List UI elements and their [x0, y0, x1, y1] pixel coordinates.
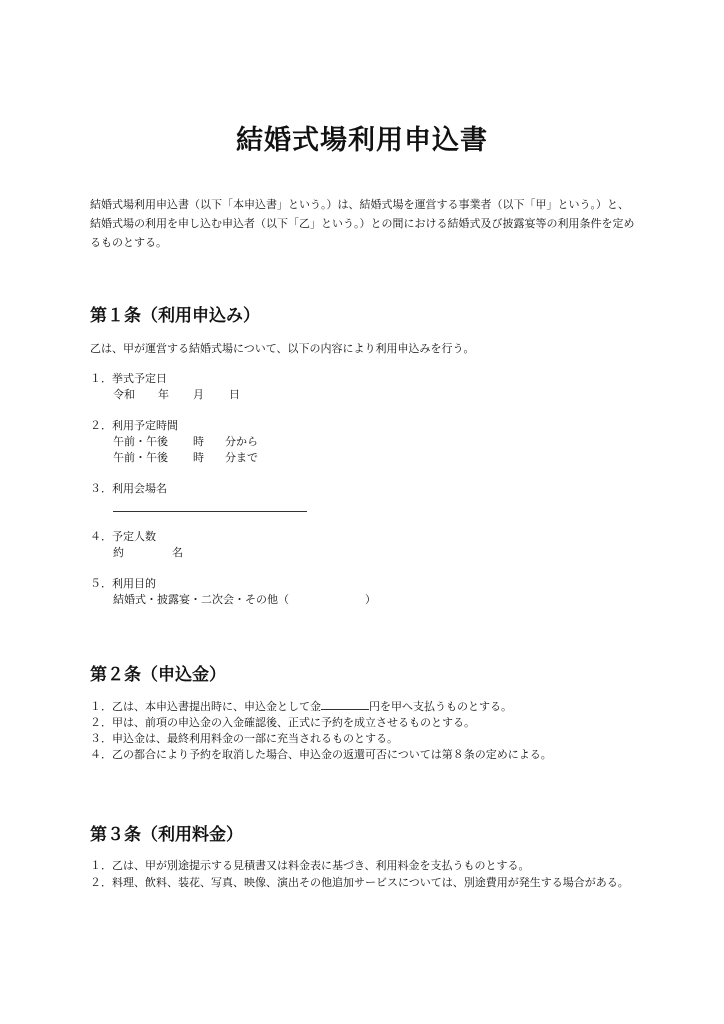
venue-name-blank [113, 511, 307, 512]
end-ampm: 午前・午後 [113, 451, 168, 464]
era-label: 令和 [113, 388, 135, 401]
article3-line2: ２．料理、飲料、装花、写真、映像、演出その他追加サービスについては、別途費用が発生する場合がある。 [90, 876, 629, 889]
purpose-field [113, 592, 376, 608]
end-time-field [113, 450, 258, 466]
deposit-amount-blank [321, 699, 369, 710]
deposit-text-after: 円を甲へ支払うものとする。 [369, 700, 512, 713]
month-label: 月 [193, 388, 204, 401]
end-minute: 分まで [225, 451, 258, 464]
start-minute: 分から [225, 435, 258, 448]
start-time-field [113, 434, 258, 450]
article2-line2: ２．甲は、前項の申込金の入金確認後、正式に予約を成立させるものとする。 [90, 716, 475, 729]
document-title: 結婚式場利用申込書 [236, 125, 488, 156]
end-hour: 時 [193, 451, 204, 464]
article2-line1 [90, 699, 512, 715]
article3-line1: １．乙は、甲が別途提示する見積書又は料金表に基づき、利用料金を支払うものとする。 [90, 859, 530, 872]
approx-label: 約 [113, 546, 124, 559]
article1-lead: 乙は、甲が運営する結婚式場について、以下の内容により利用申込みを行う。 [90, 342, 475, 355]
intro-paragraph [90, 195, 638, 252]
item2-label: ２．利用予定時間 [90, 419, 178, 432]
deposit-text-before: １．乙は、本申込書提出時に、申込金として金 [90, 700, 321, 713]
wedding-date-field [113, 387, 240, 403]
year-label: 年 [158, 388, 169, 401]
item3-label: ３．利用会場名 [90, 482, 167, 495]
guest-count-field [113, 545, 183, 561]
intro-text: 結婚式場利用申込書（以下「本申込書」という。）は、結婚式場を運営する事業者（以下「甲」という。）と、結婚式場の利用を申し込む申込者（以下「乙」という。）との間における結婚式及び披露宴等の利用条件を定めるものとする。 [90, 198, 635, 249]
purpose-options: 結婚式・披露宴・二次会・その他（ [113, 593, 289, 606]
article2-line3: ３．申込金は、最終利用料金の一部に充当されるものとする。 [90, 732, 398, 745]
article2-heading: 第２条（申込金） [90, 665, 226, 685]
people-unit: 名 [172, 546, 183, 559]
article1-heading: 第１条（利用申込み） [90, 306, 260, 326]
start-hour: 時 [193, 435, 204, 448]
day-label: 日 [229, 388, 240, 401]
article3-heading: 第３条（利用料金） [90, 825, 243, 845]
start-ampm: 午前・午後 [113, 435, 168, 448]
purpose-close: ） [365, 593, 376, 606]
item1-label: １．挙式予定日 [90, 372, 167, 385]
item4-label: ４．予定人数 [90, 530, 156, 543]
article2-line4: ４．乙の都合により予約を取消した場合、申込金の返還可否については第８条の定めによる。 [90, 748, 552, 761]
item5-label: ５．利用目的 [90, 577, 156, 590]
